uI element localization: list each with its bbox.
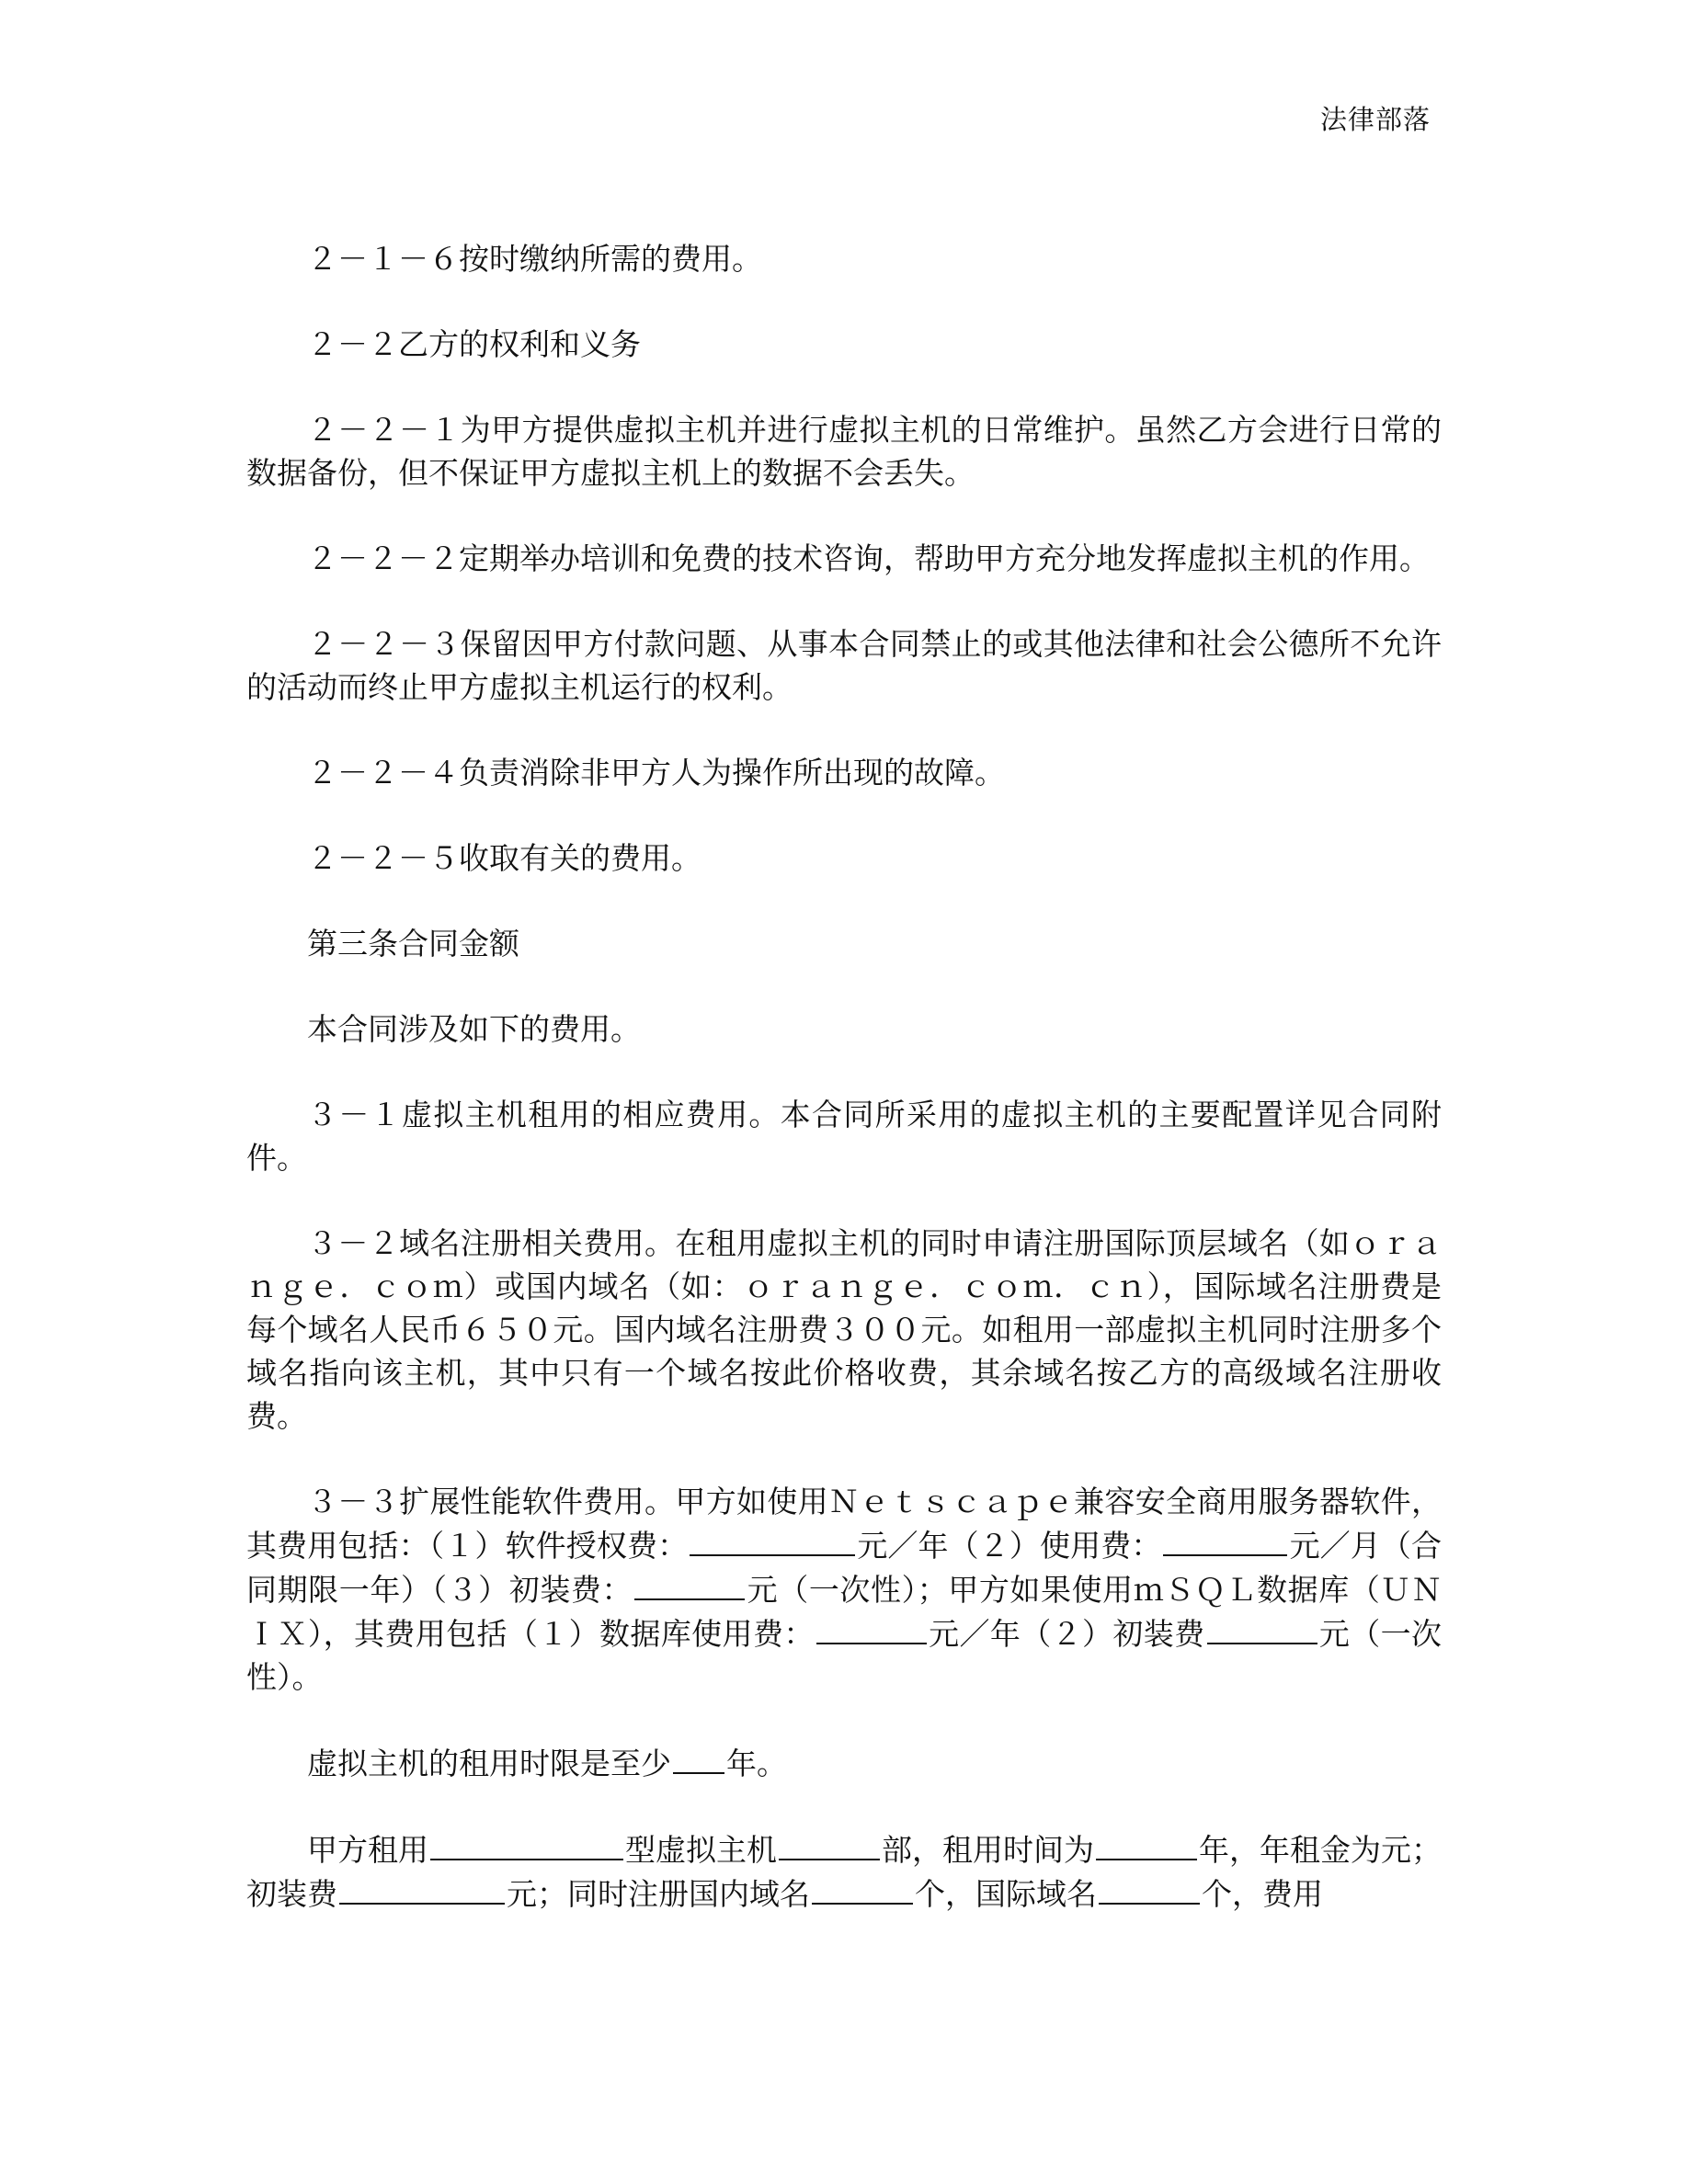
clause-3-3-text: 元／年（２）初装费 <box>928 1616 1205 1652</box>
rental-details-text: 元；同时注册国内域名 <box>507 1876 810 1912</box>
international-domain-count-blank[interactable] <box>1099 1871 1200 1905</box>
article-3-intro: 本合同涉及如下的费用。 <box>307 1011 641 1047</box>
clause-2-2-5: ２－２－５收取有关的费用。 <box>307 840 701 876</box>
document-header: 法律部落 <box>1319 104 1431 135</box>
clause-3-3-text: 元（一次性）。 <box>246 1616 1443 1695</box>
rental-details-text: 个，费用 <box>1202 1876 1323 1912</box>
host-model-blank[interactable] <box>430 1827 623 1860</box>
setup-fee-blank-2[interactable] <box>339 1871 505 1905</box>
clause-2-2-1: ２－２－１为甲方提供虚拟主机并进行虚拟主机的日常维护。虽然乙方会进行日常的数据备份，但不保证甲方虚拟主机上的数据不会丢失。 <box>246 412 1442 491</box>
clause-3-3 <box>246 1480 1442 1699</box>
clause-3-2: ３－２域名注册相关费用。在租用虚拟主机的同时申请注册国际顶层域名（如ｏｒａｎｇｅ．ｃｏｍ）或国内域名（如：ｏｒａｎｇｅ．ｃｏｍ．ｃｎ），国际域名注册费是每个域名人民币６５０元。国内域名注册费３００元。如租用一部虚拟主机同时注册多个域名指向该主机，其中只有一个域名按此价格收费，其余域名按乙方的高级域名注册收费。 <box>246 1225 1442 1434</box>
clause-3-3-text: 元／月（合同期限一年）（３）初装费： <box>246 1528 1443 1608</box>
rental-term-text: 年。 <box>726 1746 787 1781</box>
license-fee-blank[interactable] <box>690 1523 855 1556</box>
rental-years-blank[interactable] <box>673 1741 724 1774</box>
clause-3-1: ３－１虚拟主机租用的相应费用。本合同所采用的虚拟主机的主要配置详见合同附件。 <box>246 1097 1442 1176</box>
section-2-2-heading: ２－２乙方的权利和义务 <box>307 326 641 362</box>
rental-details-text: 甲方租用 <box>307 1832 428 1868</box>
domestic-domain-count-blank[interactable] <box>812 1871 913 1905</box>
rental-term-text: 虚拟主机的租用时限是至少 <box>307 1746 671 1781</box>
clause-2-1-6: ２－１－６按时缴纳所需的费用。 <box>307 241 762 277</box>
clause-2-2-2: ２－２－２定期举办培训和免费的技术咨询，帮助甲方充分地发挥虚拟主机的作用。 <box>307 540 1430 576</box>
rental-details-text: 型虚拟主机 <box>625 1832 777 1868</box>
rental-duration-blank[interactable] <box>1096 1827 1197 1860</box>
database-fee-blank[interactable] <box>816 1611 927 1644</box>
clause-2-2-3: ２－２－３保留因甲方付款问题、从事本合同禁止的或其他法律和社会公德所不允许的活动而终止甲方虚拟主机运行的权利。 <box>246 626 1442 705</box>
clause-3-3-text: 元（一次性）；甲方如果使用ｍＳＱＬ数据库（ＵＮＩＸ），其费用包括（１）数据库使用费： <box>246 1572 1443 1652</box>
rental-term-clause <box>246 1741 1442 1785</box>
database-setup-fee-blank[interactable] <box>1207 1611 1317 1644</box>
setup-fee-blank[interactable] <box>634 1567 745 1600</box>
clause-2-2-4: ２－２－４负责消除非甲方人为操作所出现的故障。 <box>307 755 1005 791</box>
host-count-blank[interactable] <box>779 1827 880 1860</box>
article-3-heading: 第三条合同金额 <box>307 926 519 961</box>
document-body <box>246 237 1442 1916</box>
rental-details-text: 年，年租金为元；初装费 <box>246 1832 1442 1912</box>
rental-details-text: 个，国际域名 <box>915 1876 1097 1912</box>
usage-fee-blank[interactable] <box>1163 1523 1287 1556</box>
clause-3-3-text: 元／年（２）使用费： <box>857 1528 1162 1564</box>
rental-details-text: 部，租用时间为 <box>882 1832 1094 1868</box>
clause-3-3-text: ３－３扩展性能软件费用。甲方如使用Ｎｅｔｓｃａｐｅ兼容安全商用服务器软件，其费用包括：（１）软件授权费： <box>246 1484 1442 1564</box>
rental-details-clause <box>246 1827 1442 1916</box>
